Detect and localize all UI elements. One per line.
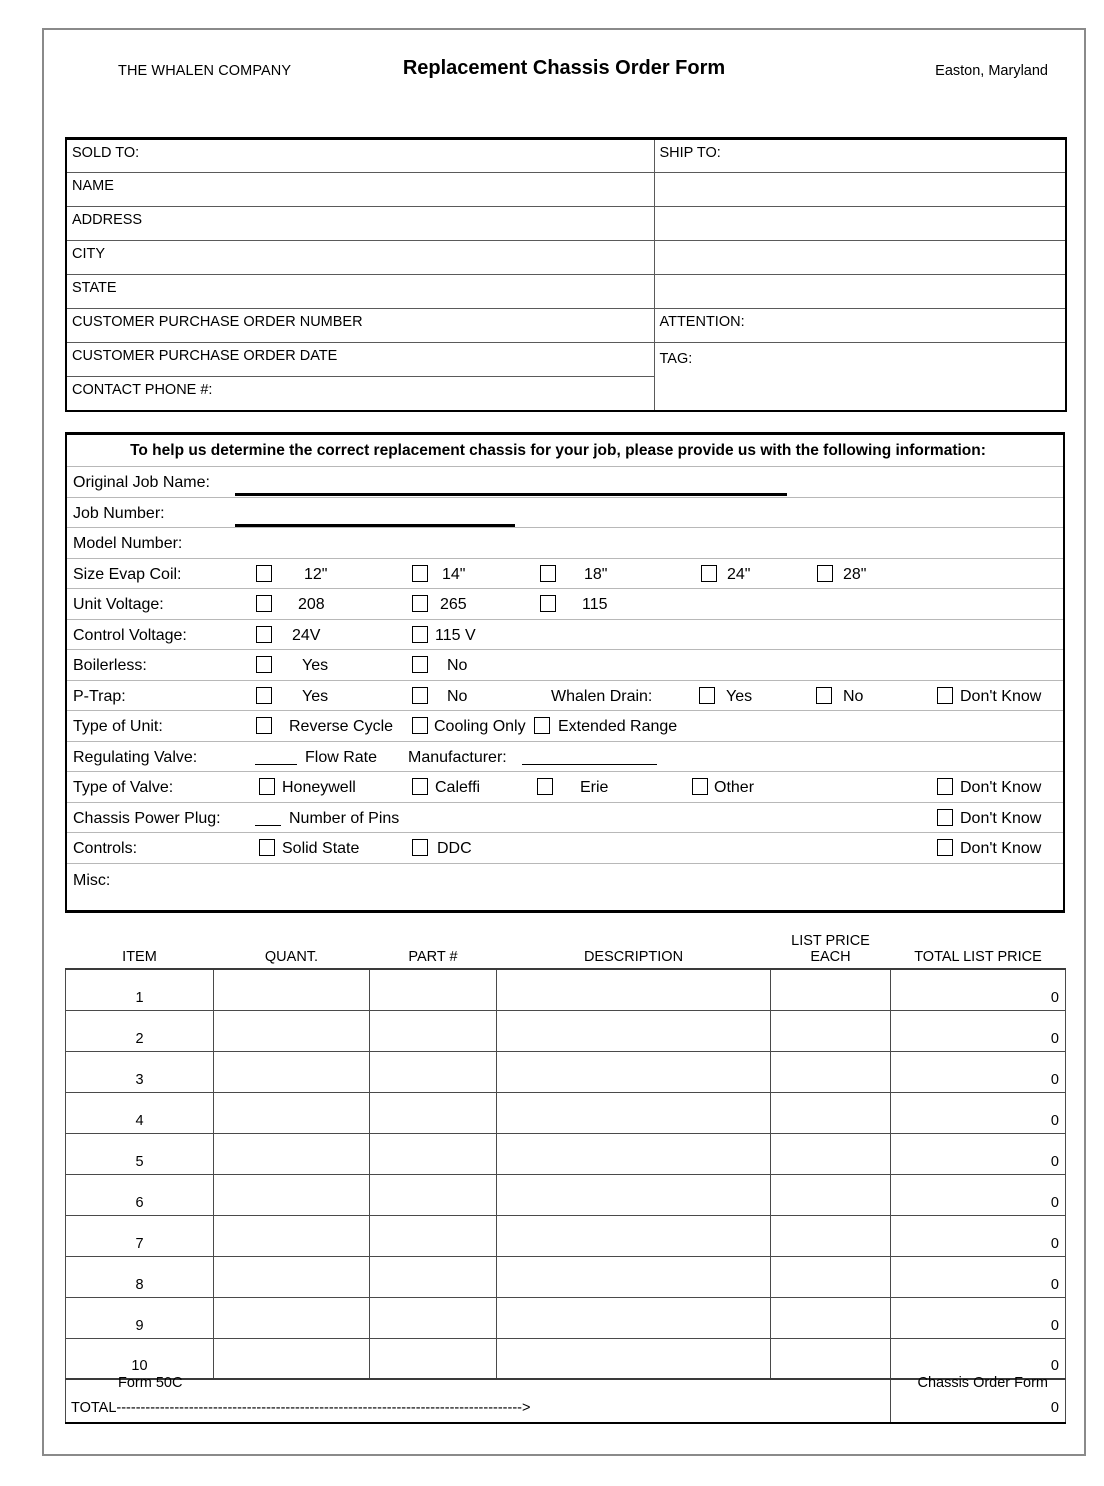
checkbox-controls-dont-know[interactable]: [937, 839, 953, 856]
cell-description[interactable]: [497, 1174, 771, 1215]
cell-part[interactable]: [370, 1174, 497, 1215]
cell-description[interactable]: [497, 1297, 771, 1338]
cell-description[interactable]: [497, 1256, 771, 1297]
checkbox-label-cooling-only: Cooling Only: [434, 718, 526, 735]
name-label: NAME: [72, 178, 114, 194]
table-row: [66, 275, 1066, 309]
cell-quant[interactable]: [214, 1051, 370, 1092]
cell-part[interactable]: [370, 1051, 497, 1092]
checkbox-valve-dont-know[interactable]: [937, 778, 953, 795]
cell-total: 0: [891, 1256, 1066, 1297]
cell-description[interactable]: [497, 1010, 771, 1051]
checkbox-label-valve-erie: Erie: [580, 779, 609, 796]
cell-description[interactable]: [497, 1215, 771, 1256]
checkbox-extended-range[interactable]: [534, 717, 550, 734]
table-row: [66, 1338, 1066, 1379]
cell-quant[interactable]: [214, 1338, 370, 1379]
column-header-part: PART #: [408, 949, 458, 965]
size-evap-coil-label: Size Evap Coil:: [73, 565, 182, 583]
checkbox-label-boilerless-yes: Yes: [302, 657, 329, 674]
attention-cell[interactable]: [654, 309, 1066, 343]
job-number-row[interactable]: [67, 498, 1063, 529]
job-number-label: Job Number:: [73, 504, 165, 522]
table-row: [66, 1092, 1066, 1133]
checkbox-label-whalen-drain-no: No: [843, 687, 864, 705]
table-row: [66, 343, 1066, 377]
po-number-label: CUSTOMER PURCHASE ORDER NUMBER: [72, 314, 363, 330]
checkbox-control-115v[interactable]: [412, 626, 428, 643]
cell-part[interactable]: [370, 1297, 497, 1338]
checkbox-label-voltage-265: 265: [440, 596, 467, 613]
checkbox-control-24v[interactable]: [256, 626, 272, 643]
spec-banner: To help us determine the correct replacement chassis for your job, please provide us with the following information:: [67, 435, 1063, 467]
checkbox-label-controls-ddc: DDC: [437, 840, 472, 857]
cell-price-each[interactable]: [771, 1297, 891, 1338]
checkbox-label-controls-dont-know: Don't Know: [960, 840, 1042, 857]
cell-description[interactable]: [497, 1051, 771, 1092]
checkbox-evap-24[interactable]: [701, 565, 717, 582]
checkbox-evap-18[interactable]: [540, 565, 556, 582]
items-table: [65, 933, 1066, 1424]
address-label: ADDRESS: [72, 212, 143, 228]
table-row: [66, 309, 1066, 343]
checkbox-reverse-cycle[interactable]: [256, 717, 272, 734]
cell-description[interactable]: [497, 969, 771, 1010]
cell-quant[interactable]: [214, 1256, 370, 1297]
cell-item-no: 7: [66, 1215, 214, 1256]
checkbox-boilerless-yes[interactable]: [256, 656, 272, 673]
cell-part[interactable]: [370, 1256, 497, 1297]
original-job-name-row[interactable]: [67, 467, 1063, 498]
checkbox-evap-12[interactable]: [256, 565, 272, 582]
controls-row: [67, 833, 1063, 864]
po-date-label: CUSTOMER PURCHASE ORDER DATE: [72, 348, 338, 364]
checkbox-controls-ddc[interactable]: [412, 839, 428, 856]
state-cell[interactable]: [66, 275, 654, 309]
cell-description[interactable]: [497, 1338, 771, 1379]
address-cell[interactable]: [66, 207, 654, 241]
cell-price-each[interactable]: [771, 1133, 891, 1174]
checkbox-label-control-24v: 24V: [292, 626, 321, 644]
checkbox-label-valve-other: Other: [714, 779, 755, 796]
cell-item-no: 8: [66, 1256, 214, 1297]
checkbox-label-controls-solid-state: Solid State: [282, 840, 360, 857]
control-voltage-label: Control Voltage:: [73, 626, 187, 644]
tag-label: TAG:: [659, 351, 693, 367]
checkbox-whalen-drain-no[interactable]: [816, 687, 832, 704]
form-header: [44, 30, 1084, 106]
cell-item-no: 2: [66, 1010, 214, 1051]
ship-address-cell[interactable]: [654, 207, 1066, 241]
type-of-valve-row: [67, 772, 1063, 803]
boilerless-row: [67, 650, 1063, 681]
city-label: CITY: [72, 246, 106, 262]
number-of-pins-label: Number of Pins: [289, 809, 400, 827]
checkbox-label-valve-honeywell: Honeywell: [282, 779, 356, 796]
table-row: [66, 1174, 1066, 1215]
city-cell[interactable]: [66, 241, 654, 275]
cell-price-each[interactable]: [771, 1215, 891, 1256]
checkbox-label-whalen-drain-dont-know: Don't Know: [960, 687, 1042, 705]
model-number-row[interactable]: [67, 528, 1063, 559]
table-row: [66, 1133, 1066, 1174]
checkbox-ptrap-no[interactable]: [412, 687, 428, 704]
size-evap-coil-row: [67, 559, 1063, 590]
cell-item-no: 4: [66, 1092, 214, 1133]
cell-total: 0: [891, 1174, 1066, 1215]
table-row: [66, 1051, 1066, 1092]
cell-quant[interactable]: [214, 1092, 370, 1133]
cell-total: 0: [891, 1092, 1066, 1133]
ship-to-cell[interactable]: [654, 139, 1066, 173]
chassis-power-plug-row: [67, 803, 1063, 834]
cell-price-each[interactable]: [771, 1338, 891, 1379]
column-header-list-price-each: LIST PRICE EACH: [791, 933, 870, 965]
checkbox-valve-caleffi[interactable]: [412, 778, 428, 795]
cell-part[interactable]: [370, 1133, 497, 1174]
checkbox-voltage-265[interactable]: [412, 595, 428, 612]
checkbox-voltage-115[interactable]: [540, 595, 556, 612]
spec-block: [65, 432, 1065, 913]
table-row: [66, 969, 1066, 1010]
cell-item-no: 6: [66, 1174, 214, 1215]
number-of-pins-input[interactable]: [255, 825, 281, 826]
checkbox-label-evap-14: 14": [442, 565, 466, 583]
checkbox-label-evap-28: 28": [843, 565, 867, 583]
cell-quant[interactable]: [214, 1133, 370, 1174]
checkbox-label-evap-18: 18": [584, 565, 608, 583]
checkbox-evap-28[interactable]: [817, 565, 833, 582]
boilerless-label: Boilerless:: [73, 657, 147, 674]
manufacturer-input[interactable]: [522, 764, 657, 765]
checkbox-whalen-drain-dont-know[interactable]: [937, 687, 953, 704]
cell-price-each[interactable]: [771, 1174, 891, 1215]
contact-phone-label: CONTACT PHONE #:: [72, 382, 213, 398]
cell-price-each[interactable]: [771, 1010, 891, 1051]
misc-row[interactable]: [67, 864, 1063, 910]
cell-item-no: 1: [66, 969, 214, 1010]
checkbox-label-reverse-cycle: Reverse Cycle: [289, 718, 394, 735]
grand-total-value: 0: [891, 1379, 1066, 1423]
cell-total: 0: [891, 1010, 1066, 1051]
flow-rate-input[interactable]: [255, 764, 297, 765]
items-header-row: [66, 933, 1066, 969]
state-label: STATE: [72, 280, 117, 296]
cell-item-no: 9: [66, 1297, 214, 1338]
checkbox-whalen-drain-yes[interactable]: [699, 687, 715, 704]
cell-item-no: 5: [66, 1133, 214, 1174]
po-number-cell[interactable]: [66, 309, 654, 343]
table-row: [66, 173, 1066, 207]
cell-total: 0: [891, 969, 1066, 1010]
checkbox-label-valve-dont-know: Don't Know: [960, 779, 1042, 796]
ship-to-label: SHIP TO:: [659, 145, 721, 161]
table-row: [66, 1297, 1066, 1338]
cell-quant[interactable]: [214, 1215, 370, 1256]
cell-description[interactable]: [497, 1092, 771, 1133]
p-trap-row: [67, 681, 1063, 712]
column-header-item: ITEM: [122, 949, 157, 965]
checkbox-valve-other[interactable]: [692, 778, 708, 795]
cell-price-each[interactable]: [771, 969, 891, 1010]
unit-voltage-label: Unit Voltage:: [73, 596, 164, 613]
checkbox-label-plug-dont-know: Don't Know: [960, 809, 1042, 827]
original-job-name-rule[interactable]: [235, 493, 787, 496]
table-row: [66, 1215, 1066, 1256]
type-of-unit-label: Type of Unit:: [73, 718, 163, 735]
company-location: Easton, Maryland: [935, 63, 1048, 79]
cell-total: 0: [891, 1215, 1066, 1256]
checkbox-controls-solid-state[interactable]: [259, 839, 275, 856]
regulating-valve-row: [67, 742, 1063, 773]
column-header-total-list-price: TOTAL LIST PRICE: [914, 949, 1042, 965]
cell-description[interactable]: [497, 1133, 771, 1174]
page-title: Replacement Chassis Order Form: [402, 57, 726, 79]
table-row: [66, 139, 1066, 173]
cell-total: 0: [891, 1133, 1066, 1174]
checkbox-valve-honeywell[interactable]: [259, 778, 275, 795]
checkbox-label-ptrap-yes: Yes: [302, 687, 329, 705]
checkbox-boilerless-no[interactable]: [412, 656, 428, 673]
p-trap-label: P-Trap:: [73, 687, 126, 705]
manufacturer-label: Manufacturer:: [408, 748, 507, 766]
ship-name-cell[interactable]: [654, 173, 1066, 207]
sold-to-label: SOLD TO:: [72, 145, 140, 161]
regulating-valve-label: Regulating Valve:: [73, 748, 198, 766]
checkbox-label-voltage-115: 115: [582, 596, 608, 613]
cell-part[interactable]: [370, 1010, 497, 1051]
cell-part[interactable]: [370, 1338, 497, 1379]
attention-label: ATTENTION:: [659, 314, 745, 330]
type-of-valve-label: Type of Valve:: [73, 779, 174, 796]
cell-part[interactable]: [370, 1215, 497, 1256]
footer-form-code: Form 50C: [118, 1375, 183, 1391]
cell-quant[interactable]: [214, 1174, 370, 1215]
cell-item-no: 3: [66, 1051, 214, 1092]
model-number-label: Model Number:: [73, 535, 183, 552]
table-row: [66, 241, 1066, 275]
ship-city-cell[interactable]: [654, 241, 1066, 275]
address-block: [65, 137, 1067, 412]
cell-total: 0: [891, 1297, 1066, 1338]
checkbox-label-boilerless-no: No: [447, 657, 468, 674]
grand-total-label: TOTAL------------------------------------------------------------------------------------>: [66, 1379, 891, 1423]
misc-label: Misc:: [73, 871, 111, 889]
original-job-name-label: Original Job Name:: [73, 474, 210, 491]
checkbox-evap-14[interactable]: [412, 565, 428, 582]
cell-price-each[interactable]: [771, 1256, 891, 1297]
footer-form-name: Chassis Order Form: [917, 1375, 1048, 1391]
checkbox-label-whalen-drain-yes: Yes: [726, 687, 753, 705]
checkbox-label-extended-range: Extended Range: [558, 718, 678, 735]
page-frame: [42, 28, 1086, 1456]
cell-quant[interactable]: [214, 1297, 370, 1338]
table-row: [66, 207, 1066, 241]
grand-total-row: [66, 1379, 1066, 1423]
cell-part[interactable]: [370, 1092, 497, 1133]
sold-to-cell[interactable]: [66, 139, 654, 173]
checkbox-ptrap-yes[interactable]: [256, 687, 272, 704]
po-date-cell[interactable]: [66, 343, 654, 377]
checkbox-label-evap-12: 12": [304, 565, 328, 583]
cell-total: 0: [891, 1338, 1066, 1379]
type-of-unit-row: [67, 711, 1063, 742]
cell-quant[interactable]: [214, 1010, 370, 1051]
company-name: THE WHALEN COMPANY: [118, 63, 292, 79]
checkbox-label-valve-caleffi: Caleffi: [435, 779, 481, 796]
column-header-description: DESCRIPTION: [583, 949, 684, 965]
contact-phone-cell[interactable]: [66, 377, 654, 411]
cell-price-each[interactable]: [771, 1092, 891, 1133]
unit-voltage-row: [67, 589, 1063, 620]
cell-price-each[interactable]: [771, 1051, 891, 1092]
checkbox-voltage-208[interactable]: [256, 595, 272, 612]
ship-state-cell[interactable]: [654, 275, 1066, 309]
checkbox-valve-erie[interactable]: [537, 778, 553, 795]
control-voltage-row: [67, 620, 1063, 651]
flow-rate-label: Flow Rate: [305, 748, 378, 766]
whalen-drain-label: Whalen Drain:: [551, 687, 653, 705]
checkbox-plug-dont-know[interactable]: [937, 809, 953, 826]
checkbox-label-evap-24: 24": [727, 565, 751, 583]
column-header-quant: QUANT.: [264, 949, 319, 965]
cell-item-no: 10: [66, 1338, 214, 1379]
checkbox-cooling-only[interactable]: [412, 717, 428, 734]
chassis-power-plug-label: Chassis Power Plug:: [73, 809, 221, 827]
name-cell[interactable]: [66, 173, 654, 207]
tag-cell[interactable]: [654, 343, 1066, 411]
checkbox-label-ptrap-no: No: [447, 687, 468, 705]
job-number-rule[interactable]: [235, 524, 515, 527]
controls-label: Controls:: [73, 840, 138, 857]
cell-part[interactable]: [370, 969, 497, 1010]
cell-total: 0: [891, 1051, 1066, 1092]
checkbox-label-voltage-208: 208: [298, 596, 325, 613]
cell-quant[interactable]: [214, 969, 370, 1010]
checkbox-label-control-115v: 115 V: [435, 626, 476, 644]
table-row: [66, 1010, 1066, 1051]
table-row: [66, 1256, 1066, 1297]
